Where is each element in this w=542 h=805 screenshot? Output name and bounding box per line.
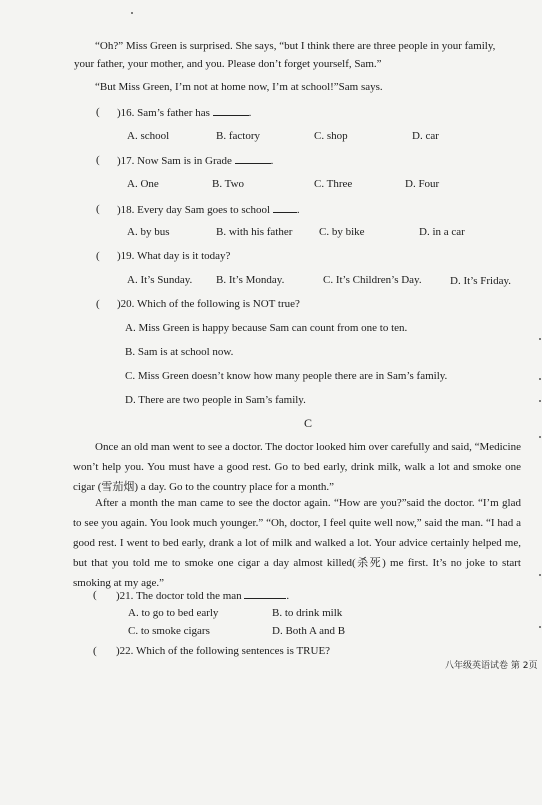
q17-option-d: D. Four (405, 178, 440, 190)
question-21 (116, 589, 289, 604)
answer-paren-16[interactable]: ( (96, 106, 100, 118)
scan-edge-mark (539, 626, 541, 628)
scan-edge-mark (539, 338, 541, 340)
answer-paren-20[interactable]: ( (96, 298, 100, 310)
q16-option-c: C. shop (314, 130, 348, 142)
question-16-end: . (248, 107, 252, 119)
q21-option-a: A. to go to bed early (128, 607, 219, 619)
answer-paren-21[interactable]: ( (93, 589, 97, 601)
scan-edge-mark (539, 436, 541, 438)
scan-edge-mark (539, 400, 541, 402)
scan-edge-mark (539, 574, 541, 576)
q20-option-d: D. There are two people in Sam’s family. (125, 394, 306, 406)
q16-option-a: A. school (127, 130, 170, 142)
question-20: )20. Which of the following is NOT true? (117, 298, 300, 310)
answer-paren-17[interactable]: ( (96, 154, 100, 166)
q21-option-c: C. to smoke cigars (128, 625, 210, 637)
question-18 (117, 203, 300, 218)
q19-option-d: D. It’s Friday. (450, 275, 512, 287)
question-21-blank (244, 589, 286, 599)
question-22: )22. Which of the following sentences is TRUE? (116, 645, 331, 657)
q17-option-c: C. Three (314, 178, 353, 190)
q18-option-c: C. by bike (319, 226, 365, 238)
question-17-stem: )17. Now Sam is in Grade (117, 155, 232, 167)
q18-option-d: D. in a car (419, 226, 465, 238)
intro-line-1: “Oh?” Miss Green is surprised. She says, “but I think there are three people in your family, (95, 40, 496, 52)
q19-option-c: C. It’s Children’s Day. (323, 274, 422, 286)
question-19: )19. What day is it today? (117, 250, 231, 262)
answer-paren-18[interactable]: ( (96, 203, 100, 215)
q18-option-b: B. with his father (216, 226, 293, 238)
question-16 (117, 106, 251, 121)
scan-edge-mark (539, 378, 541, 380)
q21-option-b: B. to drink milk (272, 607, 343, 619)
q17-option-b: B. Two (212, 178, 245, 190)
passage-c-paragraph-2: After a month the man came to see the doctor again. “How are you?”said the doctor. “I’m glad to see you again. You look much younger.” “Oh, doctor, I feel quite well now,” said the man. “I had a good rest. I went to bed early, drank a lot of milk and walked a lot. Your advice certainly helped me, but that you told me to smoke one cigar a day almost killed(杀死) me first. It’s no joke to start smoking at my age.” (73, 497, 521, 589)
scan-speck (131, 12, 133, 14)
question-16-stem: )16. Sam’s father has (117, 107, 210, 119)
question-21-end: . (286, 590, 290, 602)
q19-option-b: B. It’s Monday. (216, 274, 285, 286)
question-16-blank (213, 106, 249, 116)
q20-option-b: B. Sam is at school now. (125, 346, 234, 358)
section-c-heading: C (304, 416, 313, 430)
intro-line-3: “But Miss Green, I’m not at home now, I’m at school!”Sam says. (95, 81, 383, 93)
passage-c-paragraph-1: Once an old man went to see a doctor. The doctor looked him over carefully and said, “Medicine won’t help you. You must have a good rest. Go to bed early, drink milk, walk a lot and smoke one cigar (雪茄烟) a day. Go to the country place for a month.” (73, 441, 521, 493)
page-footer: 八年级英语试卷 第 2页 (445, 661, 538, 671)
q21-option-d: D. Both A and B (272, 625, 346, 637)
q16-option-b: B. factory (216, 130, 260, 142)
question-17-end: . (270, 155, 274, 167)
question-17-blank (235, 154, 271, 164)
answer-paren-22[interactable]: ( (93, 645, 97, 657)
q16-option-d: D. car (412, 130, 439, 142)
q20-option-c: C. Miss Green doesn’t know how many people there are in Sam’s family. (125, 370, 448, 382)
question-21-stem: )21. The doctor told the man (116, 590, 242, 602)
q19-option-a: A. It’s Sunday. (127, 274, 193, 286)
q18-option-a: A. by bus (127, 226, 170, 238)
q17-option-a: A. One (127, 178, 159, 190)
intro-line-2: your father, your mother, and you. Please don’t forget yourself, Sam.” (74, 58, 382, 70)
q20-option-a: A. Miss Green is happy because Sam can count from one to ten. (125, 322, 408, 334)
question-18-end: . (296, 204, 300, 216)
question-18-blank (273, 203, 297, 213)
answer-paren-19[interactable]: ( (96, 250, 100, 262)
question-17 (117, 154, 273, 169)
question-18-stem: )18. Every day Sam goes to school (117, 204, 271, 216)
